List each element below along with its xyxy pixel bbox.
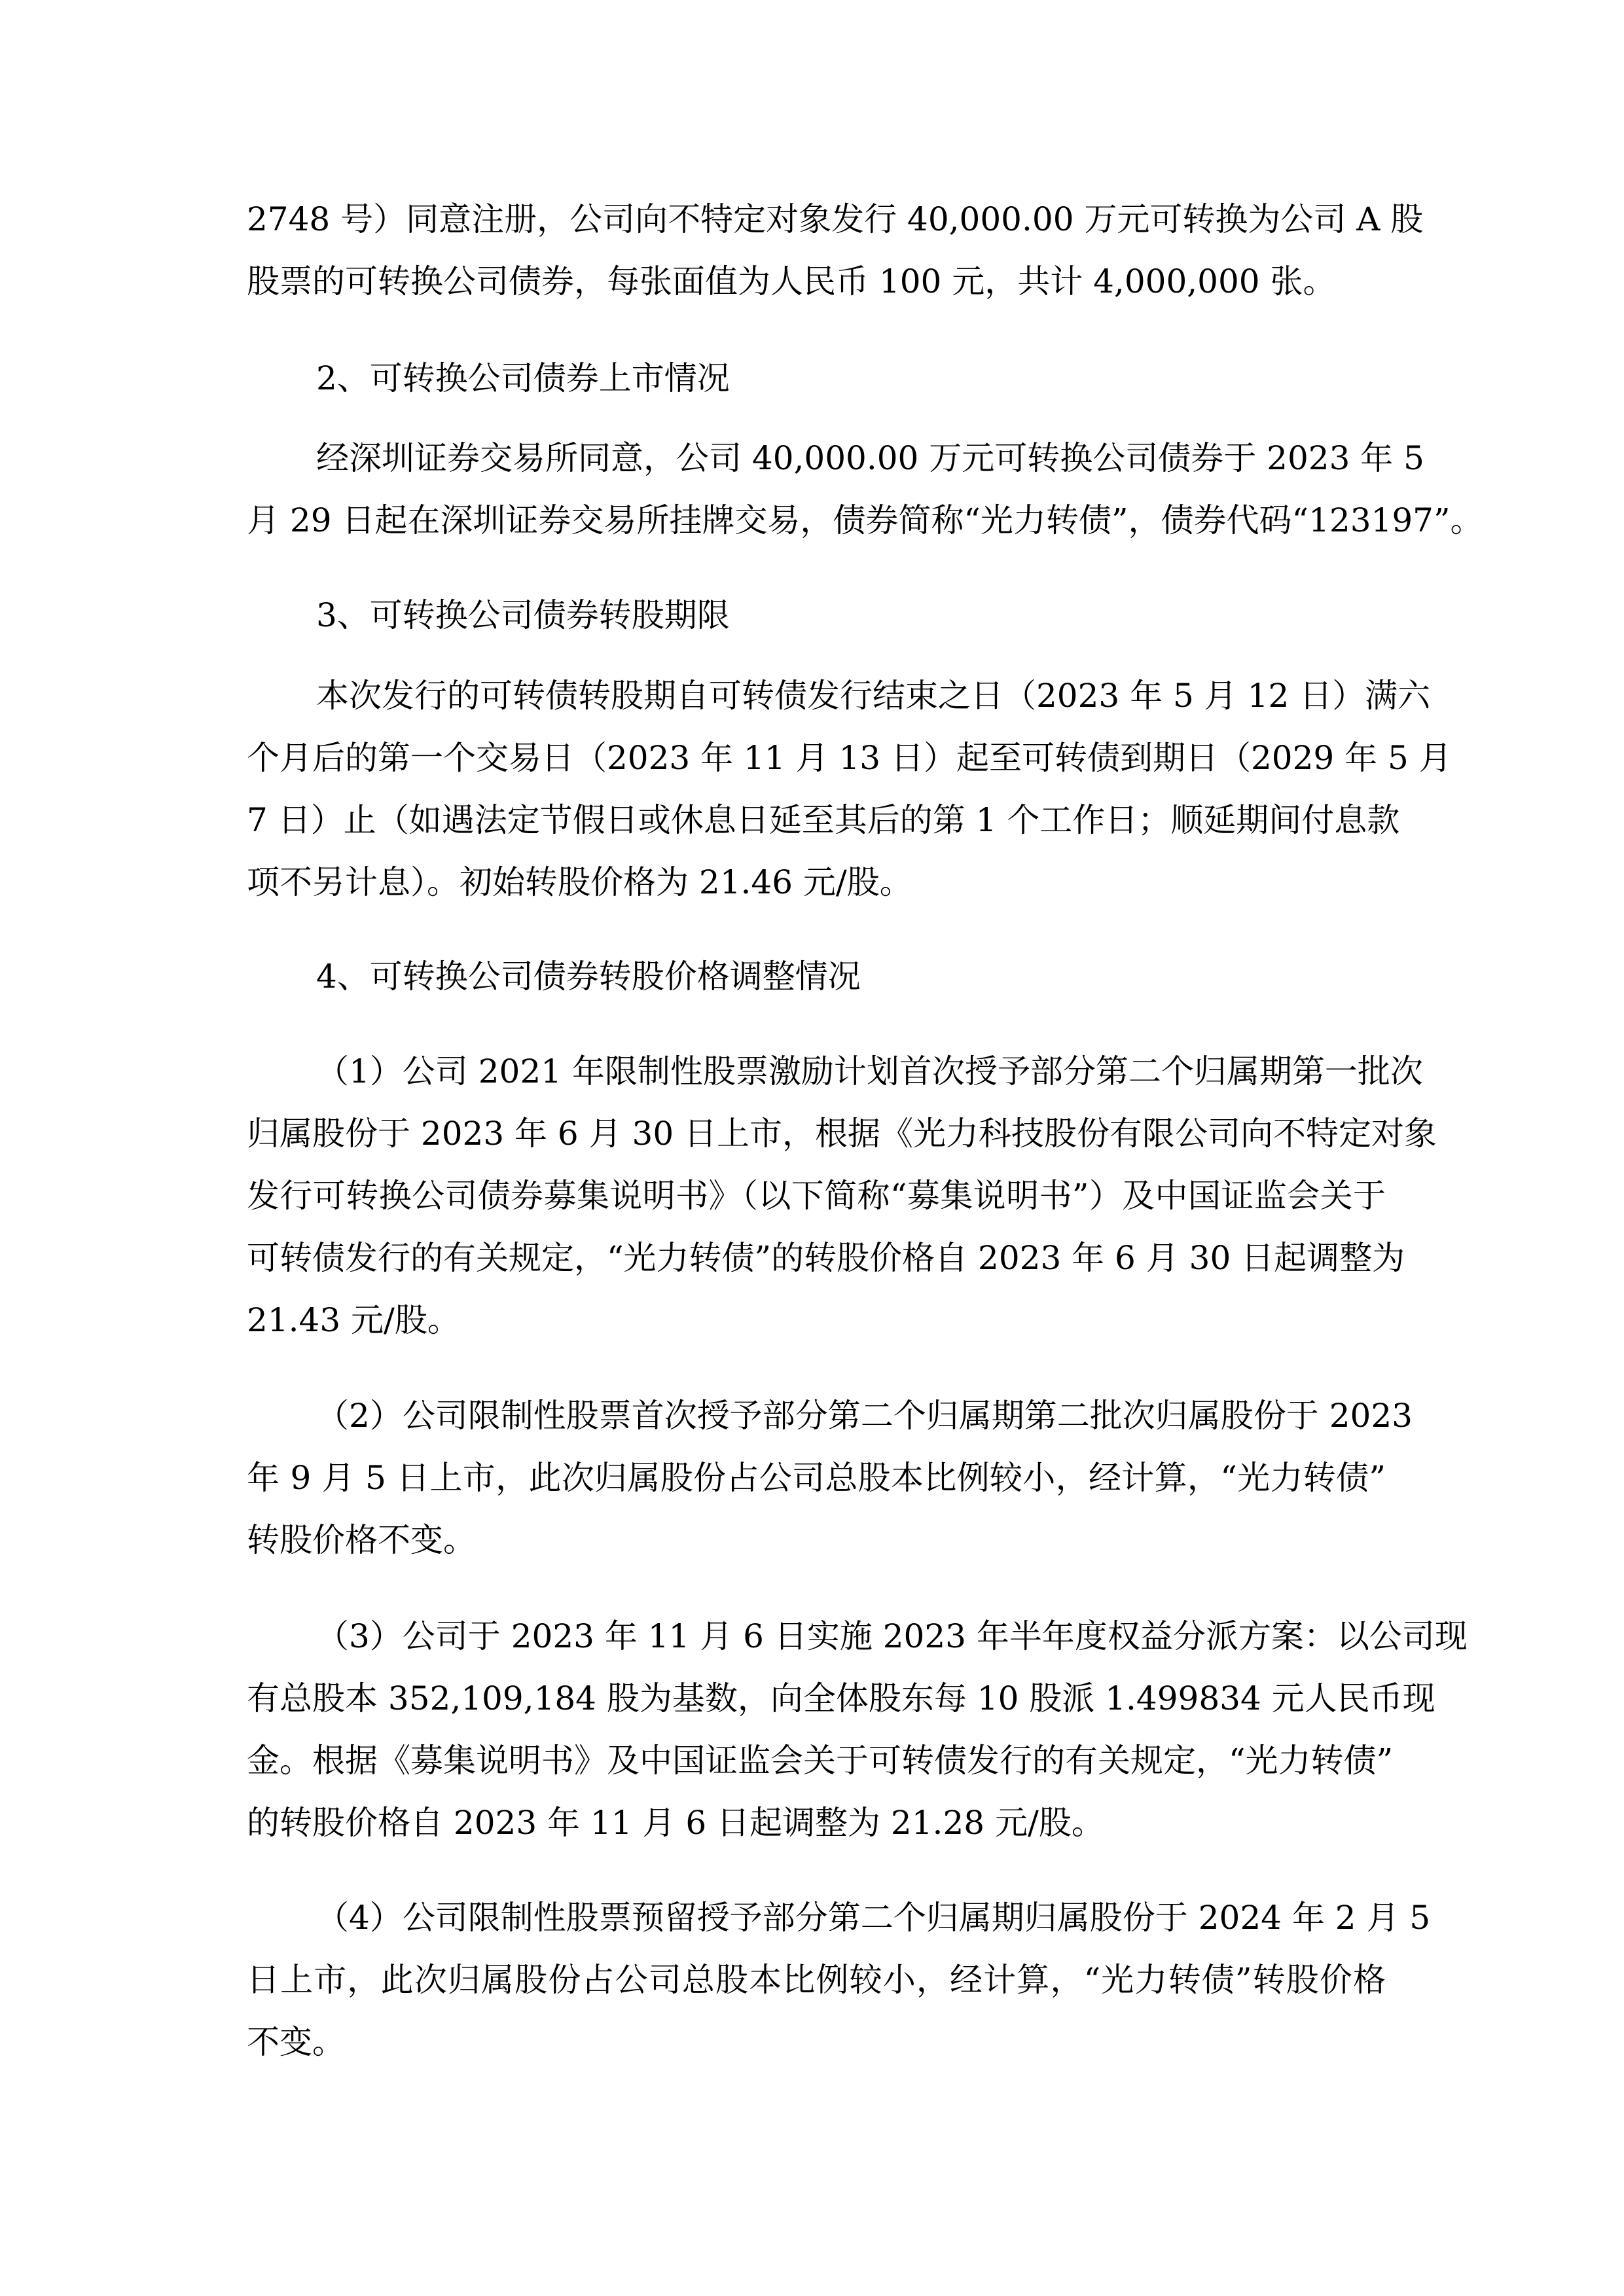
- text-line: 的转股价格自 2023 年 11 月 6 日起调整为 21.28 元/股。: [247, 1804, 1104, 1842]
- text-line: 归属股份于 2023 年 6 月 30 日上市，根据《光力科技股份有限公司向不特定对象: [247, 1115, 1437, 1153]
- text-line: 经深圳证券交易所同意，公司 40,000.00 万元可转换公司债券于 2023 年 5: [316, 439, 1424, 477]
- text-line: 年 9 月 5 日上市，此次归属股份占公司总股本比例较小，经计算，“光力转债”: [247, 1459, 1386, 1497]
- text-line: 项不另计息）。初始转股价格为 21.46 元/股。: [247, 863, 912, 901]
- text-line: 个月后的第一个交易日（2023 年 11 月 13 日）起至可转债到期日（2029 年 5 月: [247, 739, 1452, 777]
- section-heading-price-adjustment: 4、可转换公司债券转股价格调整情况: [316, 958, 861, 996]
- section-heading-conversion-period: 3、可转换公司债券转股期限: [316, 596, 730, 634]
- text-line: 转股价格不变。: [247, 1521, 476, 1559]
- text-line: 发行可转换公司债券募集说明书》（以下简称“募集说明书”）及中国证监会关于: [247, 1177, 1386, 1215]
- text-line: 本次发行的可转债转股期自可转债发行结束之日（2023 年 5 月 12 日）满六: [316, 677, 1431, 715]
- text-line: 不变。: [247, 2023, 345, 2061]
- text-line: （3）公司于 2023 年 11 月 6 日实施 2023 年半年度权益分派方案：以公司现: [316, 1617, 1468, 1655]
- text-line: 21.43 元/股。: [247, 1301, 460, 1339]
- text-line: 月 29 日起在深圳证券交易所挂牌交易，债券简称“光力转债”，债券代码“123197”。: [247, 501, 1483, 539]
- text-line: 金。根据《募集说明书》及中国证监会关于可转债发行的有关规定，“光力转债”: [247, 1742, 1394, 1780]
- text-line: 有总股本 352,109,184 股为基数，向全体股东每 10 股派 1.499834 元人民币现: [247, 1679, 1435, 1717]
- text-line: 2748 号）同意注册，公司向不特定对象发行 40,000.00 万元可转换为公司 A 股: [247, 200, 1424, 238]
- text-line: 可转债发行的有关规定，“光力转债”的转股价格自 2023 年 6 月 30 日起调整为: [247, 1239, 1405, 1277]
- text-line: 日上市，此次归属股份占公司总股本比例较小，经计算，“光力转债”转股价格: [247, 1961, 1386, 1999]
- section-heading-listing: 2、可转换公司债券上市情况: [316, 359, 730, 397]
- text-line: （2）公司限制性股票首次授予部分第二个归属期第二批次归属股份于 2023: [316, 1397, 1413, 1435]
- text-line: （1）公司 2021 年限制性股票激励计划首次授予部分第二个归属期第一批次: [316, 1052, 1423, 1090]
- text-line: 股票的可转换公司债券，每张面值为人民币 100 元，共计 4,000,000 张。: [247, 262, 1336, 300]
- text-line: 7 日）止（如遇法定节假日或休息日延至其后的第 1 个工作日；顺延期间付息款: [247, 801, 1400, 839]
- text-line: （4）公司限制性股票预留授予部分第二个归属期归属股份于 2024 年 2 月 5: [316, 1899, 1431, 1937]
